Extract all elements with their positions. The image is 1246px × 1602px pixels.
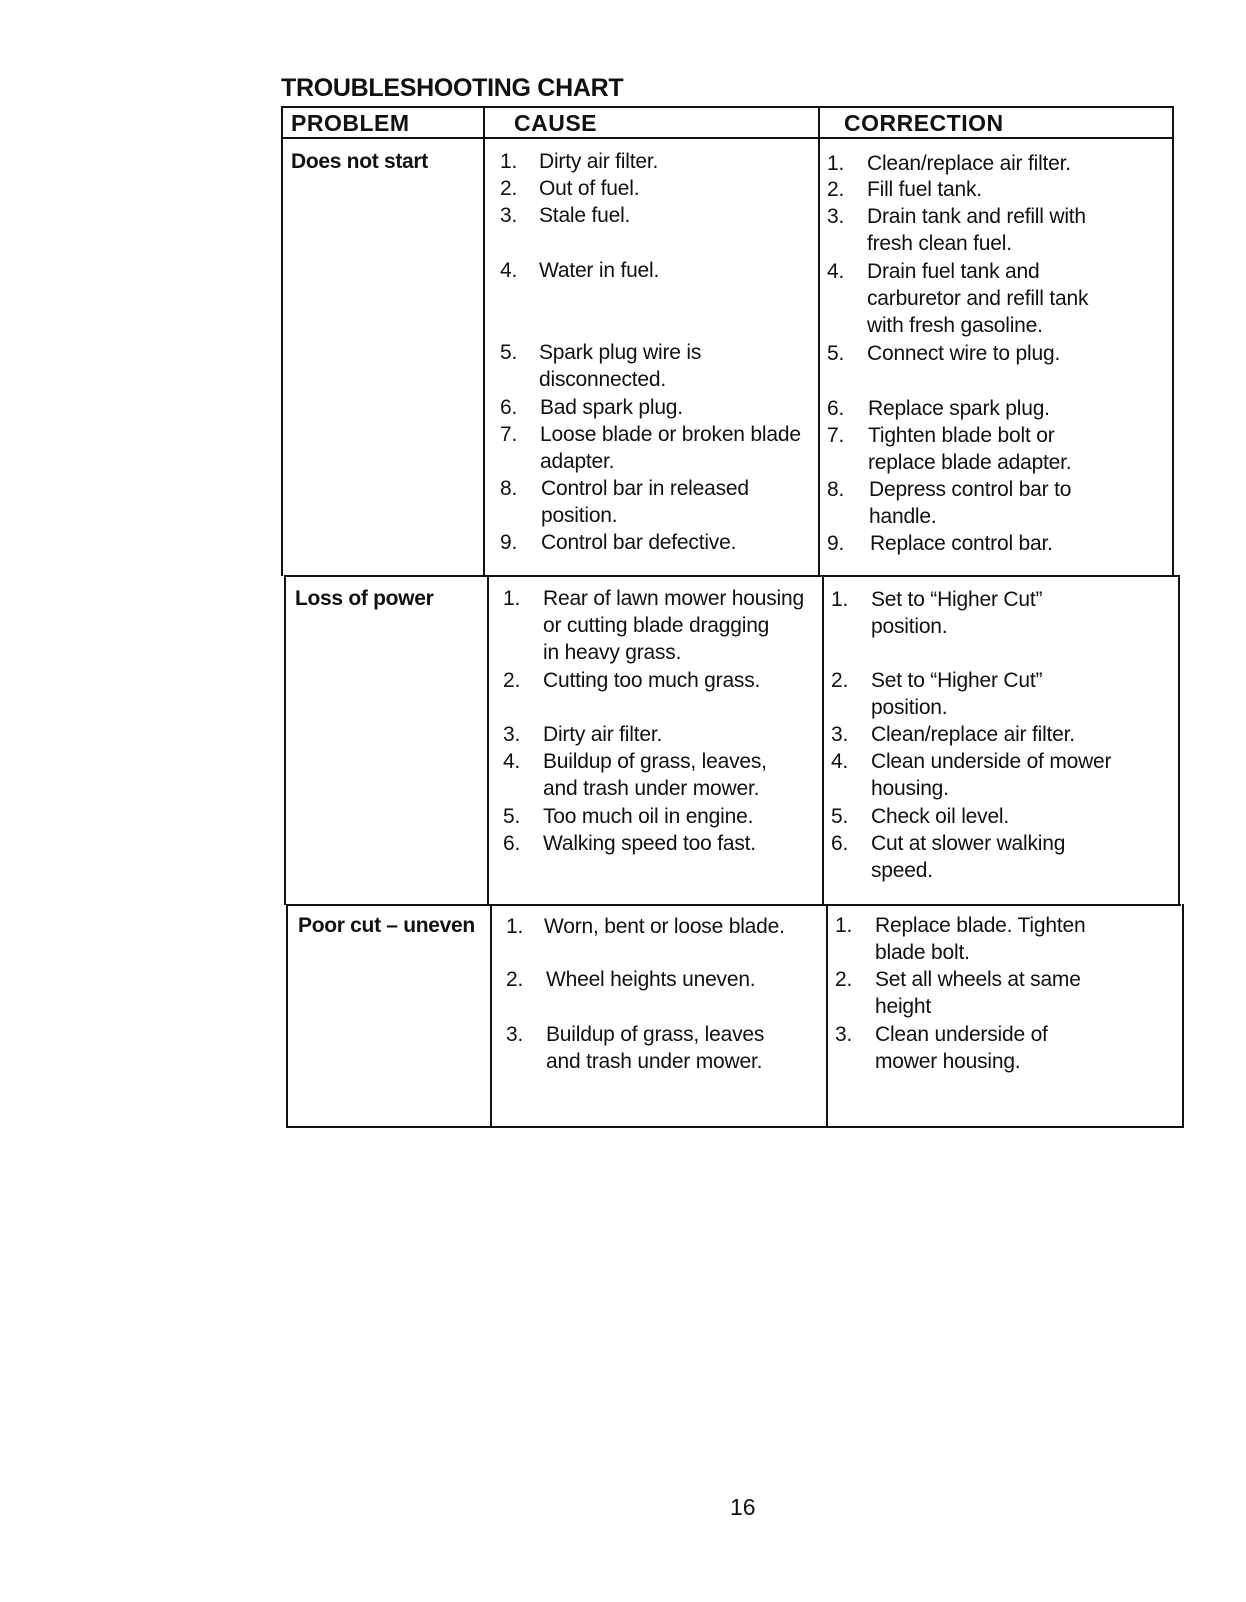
correction-text: Tighten blade bolt or replace blade adapter. xyxy=(868,424,1072,474)
cause-number: 3. xyxy=(503,723,521,746)
cause-number: 5. xyxy=(500,341,518,364)
table-right-border xyxy=(1172,106,1174,576)
cause-number: 3. xyxy=(500,204,518,227)
cause-number: 7. xyxy=(500,423,518,446)
correction-text: Drain tank and refill with fresh clean fuel. xyxy=(867,205,1086,255)
cause-number: 1. xyxy=(506,915,524,938)
cause-text: Wheel heights uneven. xyxy=(546,968,756,991)
correction-text: Drain fuel tank and carburetor and refill tank with fresh gasoline. xyxy=(867,260,1089,337)
header-bottom-border xyxy=(281,137,1174,139)
cause-text: Loose blade or broken blade adapter. xyxy=(540,423,801,473)
correction-text: Check oil level. xyxy=(871,805,1010,828)
row-2-bottom-border xyxy=(286,904,1181,906)
cause-text: Control bar defective. xyxy=(541,531,737,554)
correction-text: Fill fuel tank. xyxy=(867,178,982,201)
cause-text: Bad spark plug. xyxy=(540,396,683,419)
problem-does-not-start: Does not start xyxy=(291,150,428,173)
correction-text: Clean underside of mower housing. xyxy=(871,750,1112,800)
correction-number: 2. xyxy=(835,968,853,991)
table-left-border xyxy=(281,106,283,576)
page-number: 16 xyxy=(730,1494,756,1520)
correction-number: 1. xyxy=(835,914,853,937)
table-top-border xyxy=(281,106,1174,108)
cause-text: Buildup of grass, leaves and trash under mower. xyxy=(546,1023,765,1073)
cause-text: Water in fuel. xyxy=(539,259,660,282)
correction-number: 6. xyxy=(831,832,849,855)
table-right-border-2 xyxy=(1178,575,1180,905)
problem-loss-of-power: Loss of power xyxy=(295,587,434,610)
cause-text: Spark plug wire is disconnected. xyxy=(539,341,702,391)
cause-number: 3. xyxy=(506,1023,524,1046)
correction-number: 8. xyxy=(827,478,845,501)
correction-number: 9. xyxy=(827,532,845,555)
column-divider-1c xyxy=(490,904,492,1128)
correction-text: Clean underside of mower housing. xyxy=(875,1023,1048,1073)
cause-number: 2. xyxy=(503,669,521,692)
cause-text: Worn, bent or loose blade. xyxy=(544,915,785,938)
correction-text: Set to “Higher Cut” position. xyxy=(871,588,1043,638)
cause-text: Rear of lawn mower housing or cutting blade dragging in heavy grass. xyxy=(543,587,804,664)
header-cause: CAUSE xyxy=(514,110,598,136)
correction-number: 2. xyxy=(827,178,845,201)
cause-text: Buildup of grass, leaves, and trash under mower. xyxy=(543,750,767,800)
table-bottom-border xyxy=(287,1126,1184,1128)
correction-text: Clean/replace air filter. xyxy=(867,152,1071,175)
cause-number: 2. xyxy=(506,968,524,991)
cause-number: 4. xyxy=(503,750,521,773)
cause-text: Dirty air filter. xyxy=(543,723,663,746)
correction-number: 2. xyxy=(831,669,849,692)
row-1-bottom-border xyxy=(284,575,1180,577)
column-divider-2b xyxy=(822,575,824,905)
cause-number: 6. xyxy=(500,396,518,419)
correction-number: 4. xyxy=(831,750,849,773)
cause-text: Out of fuel. xyxy=(539,177,640,200)
header-problem: PROBLEM xyxy=(291,110,410,136)
correction-text: Clean/replace air filter. xyxy=(871,723,1075,746)
correction-text: Set to “Higher Cut” position. xyxy=(871,669,1043,719)
correction-text: Set all wheels at same height xyxy=(875,968,1081,1018)
cause-number: 8. xyxy=(500,477,518,500)
cause-number: 1. xyxy=(503,587,521,610)
table-right-border-3 xyxy=(1182,904,1184,1128)
cause-number: 9. xyxy=(500,531,518,554)
correction-text: Depress control bar to handle. xyxy=(869,478,1072,528)
table-left-border-2 xyxy=(284,575,286,905)
cause-number: 5. xyxy=(503,805,521,828)
cause-number: 6. xyxy=(503,832,521,855)
correction-number: 3. xyxy=(835,1023,853,1046)
correction-number: 3. xyxy=(831,723,849,746)
correction-text: Replace blade. Tighten blade bolt. xyxy=(875,914,1086,964)
cause-text: Cutting too much grass. xyxy=(543,669,761,692)
cause-number: 1. xyxy=(500,150,518,173)
correction-number: 7. xyxy=(827,424,845,447)
correction-text: Replace spark plug. xyxy=(868,397,1050,420)
header-correction: CORRECTION xyxy=(844,110,1004,136)
chart-title: TROUBLESHOOTING CHART xyxy=(281,74,624,102)
column-divider-2c xyxy=(826,904,828,1128)
correction-number: 4. xyxy=(827,260,845,283)
correction-text: Cut at slower walking speed. xyxy=(871,832,1066,882)
cause-number: 4. xyxy=(500,259,518,282)
cause-number: 2. xyxy=(500,177,518,200)
correction-number: 6. xyxy=(827,397,845,420)
cause-text: Stale fuel. xyxy=(539,204,631,227)
cause-text: Too much oil in engine. xyxy=(543,805,754,828)
problem-poor-cut-uneven: Poor cut – uneven xyxy=(298,914,475,937)
correction-number: 5. xyxy=(827,342,845,365)
cause-text: Dirty air filter. xyxy=(539,150,659,173)
column-divider-1a xyxy=(483,106,485,576)
correction-number: 1. xyxy=(827,152,845,175)
cause-text: Walking speed too fast. xyxy=(543,832,756,855)
column-divider-2a xyxy=(818,106,820,576)
correction-number: 5. xyxy=(831,805,849,828)
table-left-border-3 xyxy=(286,904,288,1128)
column-divider-1b xyxy=(487,575,489,905)
correction-text: Replace control bar. xyxy=(870,532,1053,555)
correction-number: 3. xyxy=(827,205,845,228)
correction-number: 1. xyxy=(831,588,849,611)
cause-text: Control bar in released position. xyxy=(541,477,749,527)
correction-text: Connect wire to plug. xyxy=(867,342,1061,365)
